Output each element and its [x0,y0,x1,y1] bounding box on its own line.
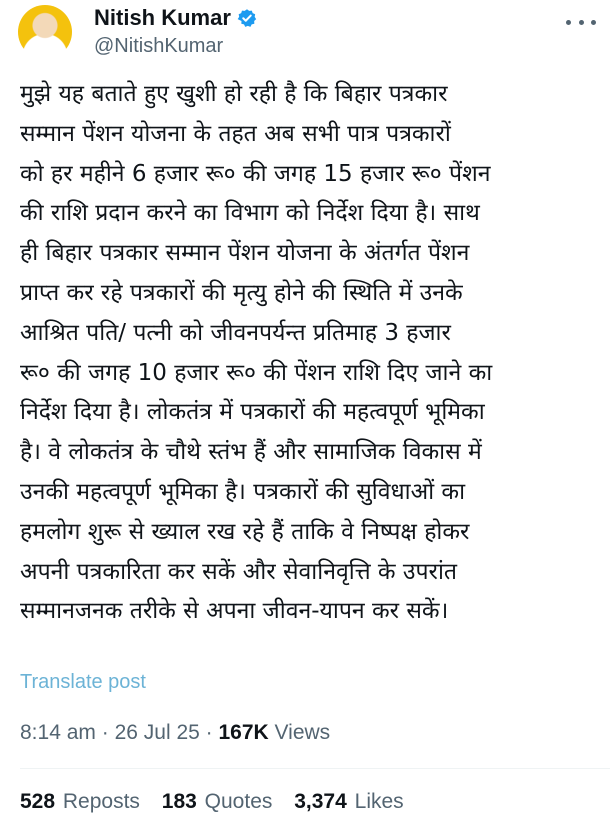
views-label: Views [274,721,331,744]
author-block [94,6,494,58]
post-text: मुझे यह बताते हुए खुशी हो रही है कि बिहार पत्रकार सम्मान पेंशन योजना के तहत अब सभी पात्र पत्रकारों को हर महीने 6 हजार रू० की जगह 15 हजार रू० पेंशन की राशि प्रदान करने का विभाग को निर्देश दिया है। साथ ही बिहार पत्रकार सम्मान पेंशन योजना के अंतर्गत पेंशन प्राप्त कर रहे पत्रकारों की मृत्यु होने की स्थिति में उनके आश्रित पति/ पत्नी को जीवनपर्यन्त प्रतिमाह 3 हजार रू० की जगह 10 हजार रू० की पेंशन राशि दिए जाने का निर्देश दिया है। लोकतंत्र में पत्रकारों की महत्वपूर्ण भूमिका है। वे लोकतंत्र के चौथे स्तंभ हैं और सामाजिक विकास में उनकी महत्वपूर्ण भूमिका है। पत्रकारों की सुविधाओं का हमलोग शुरू से ख्याल रख रहे हैं ताकि वे निष्पक्ष होकर अपनी पत्रकारिता कर सकें और सेवानिवृत्ति के उपरांत सम्मानजनक तरीके से अपना जीवन-यापन कर सकें। [20,81,493,625]
post-meta [20,719,330,747]
author-display-name[interactable]: Nitish Kumar [94,5,231,30]
translate-post-link[interactable]: Translate post [20,671,146,693]
engagement-stats [20,788,420,816]
likes-label: Likes [354,790,404,813]
reposts-count: 528 [20,790,56,813]
post-time[interactable]: 8:14 am [20,721,96,744]
reposts-stat[interactable] [20,788,140,816]
avatar[interactable] [18,5,72,59]
likes-count: 3,374 [294,790,347,813]
post-date[interactable]: 26 Jul 25 [114,721,200,744]
likes-stat[interactable] [294,788,403,816]
reposts-label: Reposts [62,790,140,813]
author-name-row [94,6,494,30]
more-options-icon[interactable] [566,12,596,32]
verified-badge-icon [237,8,257,28]
divider [20,768,610,769]
author-handle[interactable]: @NitishKumar [94,35,224,57]
quotes-count: 183 [161,790,197,813]
meta-separator: · [101,721,109,744]
views-count: 167K [218,721,269,744]
meta-separator: · [205,721,213,744]
post-header [0,0,610,64]
quotes-stat[interactable] [162,788,273,816]
quotes-label: Quotes [204,790,273,813]
